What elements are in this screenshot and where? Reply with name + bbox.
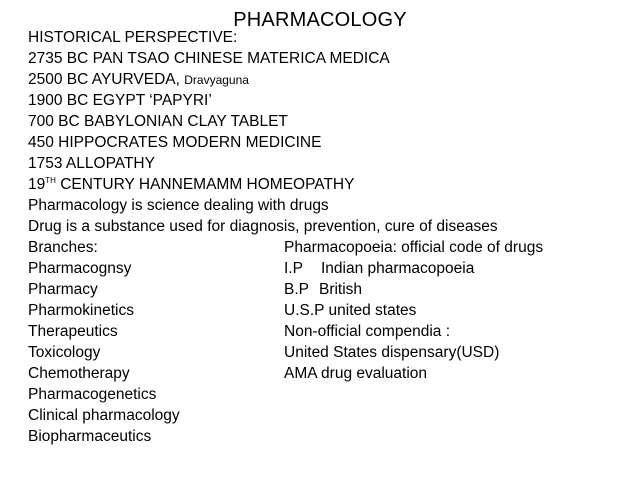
definition-pharmacology: Pharmacology is science dealing with drugs [28, 197, 329, 214]
table-row [28, 279, 628, 300]
slide-title: PHARMACOLOGY [233, 9, 407, 31]
history-line [28, 69, 628, 90]
history-line [28, 174, 628, 195]
table-row [28, 405, 628, 426]
table-row [28, 237, 628, 258]
pharmacopoeia-heading: Pharmacopoeia: official code of drugs [284, 239, 544, 256]
pharmacopoeia-item [284, 279, 362, 300]
pharmacopoeia-name: Indian pharmacopoeia [320, 260, 475, 277]
branch-item: Pharmacy [28, 281, 98, 298]
definition-drug: Drug is a substance used for diagnosis, prevention, cure of diseases [28, 218, 498, 235]
historical-heading: HISTORICAL PERSPECTIVE: [28, 29, 238, 46]
history-text: 1753 ALLOPATHY [28, 155, 155, 172]
table-row [28, 426, 628, 447]
table-row [28, 384, 628, 405]
pharmacopoeia-name: British [318, 281, 363, 298]
branch-item: Toxicology [28, 344, 101, 361]
pharmacopoeia-item: U.S.P united states [284, 302, 417, 319]
history-text: 2735 BC PAN TSAO CHINESE MATERICA MEDICA [28, 50, 390, 67]
table-row [28, 258, 628, 279]
history-text: CENTURY HANNEMAMM HOMEOPATHY [55, 176, 355, 193]
history-superscript: TH [45, 176, 56, 185]
history-line [28, 132, 628, 153]
table-row [28, 342, 628, 363]
history-line [28, 111, 628, 132]
branches-heading: Branches: [28, 239, 98, 256]
branch-item: Therapeutics [28, 323, 118, 340]
history-note: Dravyaguna [184, 73, 249, 87]
history-text: 1900 BC EGYPT ‘PAPYRI’ [28, 92, 212, 109]
table-row [28, 300, 628, 321]
compendia-heading: Non-official compendia : [284, 323, 450, 340]
branch-item: Clinical pharmacology [28, 407, 180, 424]
history-century: 19 [28, 176, 46, 193]
history-line [28, 90, 628, 111]
history-text: 700 BC BABYLONIAN CLAY TABLET [28, 113, 288, 130]
history-line [28, 48, 628, 69]
history-text: 450 HIPPOCRATES MODERN MEDICINE [28, 134, 322, 151]
compendia-item: AMA drug evaluation [284, 365, 428, 382]
slide-body [28, 27, 628, 447]
table-row [28, 363, 628, 384]
pharmacopoeia-abbr: I.P [284, 260, 303, 277]
history-line [28, 153, 628, 174]
history-text: 2500 BC AYURVEDA, [28, 71, 185, 88]
compendia-item: United States dispensary(USD) [284, 344, 500, 361]
branch-item: Pharmacognsy [28, 260, 132, 277]
branch-item: Biopharmaceutics [28, 428, 152, 445]
pharmacopoeia-abbr: B.P [284, 281, 309, 298]
branch-item: Pharmokinetics [28, 302, 134, 319]
pharmacopoeia-item [284, 258, 474, 279]
table-row [28, 321, 628, 342]
branch-item: Chemotherapy [28, 365, 130, 382]
branch-item: Pharmacogenetics [28, 386, 157, 403]
